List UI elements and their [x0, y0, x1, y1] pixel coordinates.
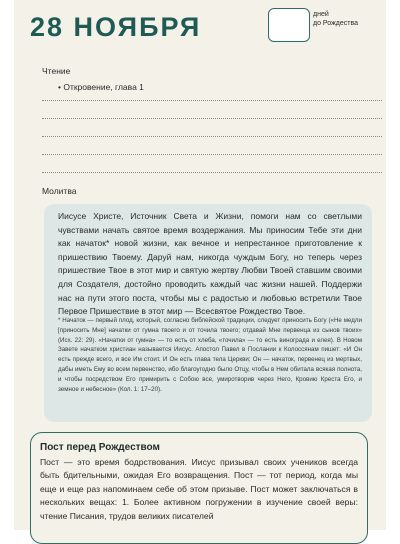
reading-line[interactable]	[42, 154, 382, 155]
days-counter-label: дней до Рождества	[313, 11, 358, 27]
advent-title: Пост перед Рождеством	[40, 442, 160, 453]
prayer-footnote: * Начаток — первый плод, который, согласно библейской традиции, следует приносить Богу («Не медли [приносить Мне] начатки от гумна твоего и от точила твоего; отдавай Мне первенца из сынов твоих» (Исх. 22: 29). «Начатки от гумна» — то есть от хлеба, «точила» — то есть винограда и елея). В Новом Завете начатком христиан называется Иисус. Апостол Павел в Послании к Колоссянам пишет: «И Он есть прежде всего, и все Им стоит. И Он есть глава тела Церкви; Он — начаток, первенец из мертвых, дабы иметь Ему во всем первенство, ибо благоугодно было Отцу, чтобы в Нем обитала всякая полнота, и чтобы посредством Его примирить с Собою все, умиротворив через Него, Кровию Креста Его, и земное и небесное» (Кол. 1: 17–20).	[58, 317, 362, 393]
reading-label: Чтение	[42, 66, 71, 76]
days-counter-box[interactable]	[268, 8, 310, 42]
reading-line[interactable]	[42, 100, 382, 101]
reading-line[interactable]	[42, 136, 382, 137]
advent-text: Пост — это время бодрствования. Иисус призывал своих учеников всегда быть бдительными, ожидая Его возвращения. Пост — тот период, когда мы еще и еще раз напоминаем себе об этом призыве. Пост может заключаться в нескольких вещах: 1. Более активном погружении в изучение своей веры: чтение Писания, трудов великих писателей	[40, 457, 358, 521]
prayer-text: Иисусе Христе, Источник Света и Жизни, помоги нам со светлыми чувствами начать святое время воздержания. Мы приносим Тебе эти дни как начаток* новой жизни, как вечное и непрестанное приготовление к пришествию Твоему. Дaруй нам, никогда чуждым Богу, но теперь через пришествие Твое в этот мир и святую жертву Любви Твоей ставшим своими для Создателя, достойно проводить каждый час жизни нашей. Поддержи нас на пути этого поста, чтобы мы с радостью и любовью встретили Твое Первое Пришествие в этот мир — Всесвятое Рождество Твое.	[58, 211, 362, 317]
page-date: 28 НОЯБРЯ	[30, 12, 202, 42]
prayer-label: Молитва	[42, 186, 77, 196]
reading-item: • Откровение, глава 1	[58, 82, 144, 92]
reading-line[interactable]	[42, 172, 382, 173]
reading-line[interactable]	[42, 118, 382, 119]
